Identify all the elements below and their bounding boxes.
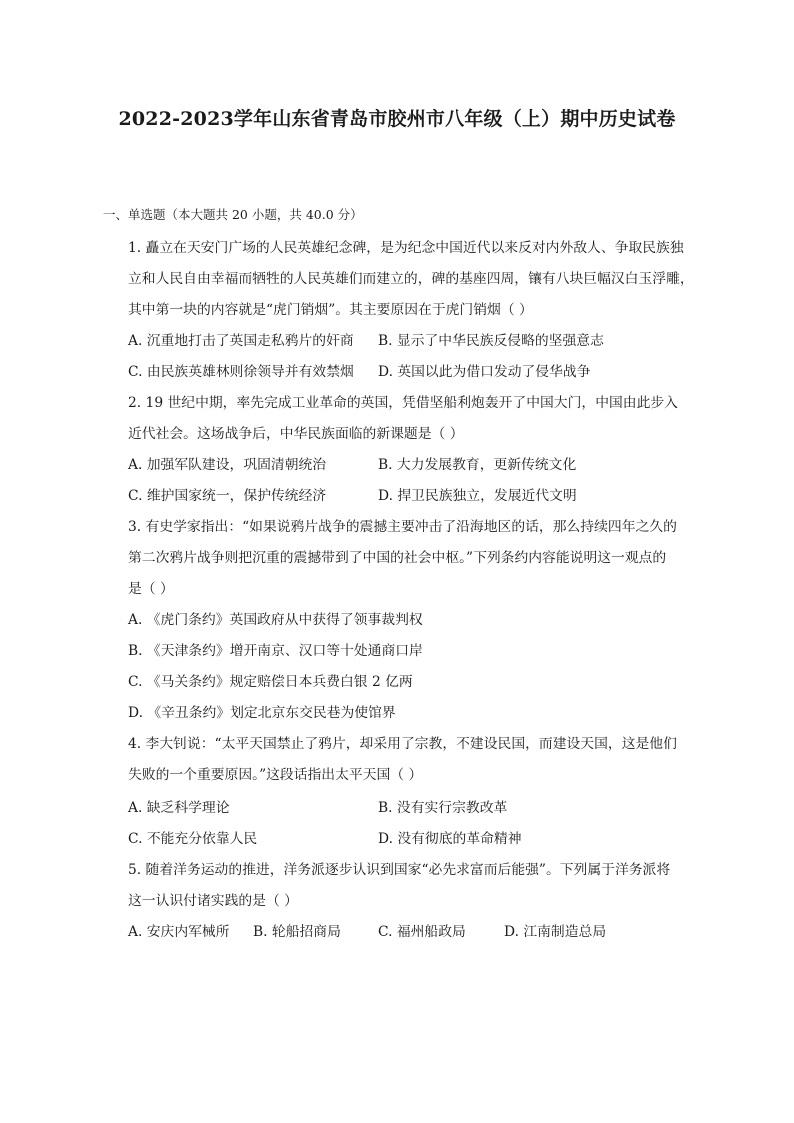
option-d: D. 捍卫民族独立，发展近代文明 [378, 488, 577, 504]
option-b: B. 《天津条约》增开南京、汉口等十处通商口岸 [128, 643, 423, 659]
option-d: D. 没有彻底的革命精神 [378, 831, 522, 847]
question-text-line: 失败的一个重要原因。”这段话指出太平天国（ ） [128, 767, 423, 783]
option-c: C. 维护国家统一，保护传统经济 [128, 488, 327, 504]
question-text-line: 近代社会。这场战争后，中华民族面临的新课题是（ ） [128, 426, 464, 442]
option-b: B. 轮船招商局 [253, 924, 341, 940]
question-text-line: 1. 矗立在天安门广场的人民英雄纪念碑，是为纪念中国近代以来反对内外敌人、争取民族独 [128, 240, 684, 256]
question-text-line: 4. 李大钊说：“太平天国禁止了鸦片，却采用了宗教，不建设民国，而建设天国，这是他们 [128, 736, 677, 752]
option-a: A. 沉重地打击了英国走私鸦片的奸商 [128, 333, 354, 349]
option-c: C. 不能充分依靠人民 [128, 831, 258, 847]
option-a: A. 《虎门条约》英国政府从中获得了领事裁判权 [128, 612, 423, 628]
page-title: 2022-2023学年山东省青岛市胶州市八年级（上）期中历史试卷 [118, 108, 676, 130]
option-d: D. 《辛丑条约》划定北京东交民巷为使馆界 [128, 705, 396, 721]
question-text-line: 第二次鸦片战争则把沉重的震撼带到了中国的社会中枢。”下列条约内容能说明这一观点的 [128, 550, 667, 566]
question-text-line: 2. 19 世纪中期，率先完成工业革命的英国，凭借坚船利炮轰开了中国大门，中国由此步入 [128, 395, 678, 411]
option-a: A. 缺乏科学理论 [128, 800, 230, 816]
question-text-line: 这一认识付诸实践的是（ ） [128, 893, 298, 909]
question-text-line: 3. 有史学家指出：“如果说鸦片战争的震撼主要冲击了沿海地区的话，那么持续四年之久的 [128, 519, 677, 535]
option-a: A. 加强军队建设，巩固清朝统治 [128, 457, 327, 473]
option-d: D. 英国以此为借口发动了侵华战争 [378, 364, 591, 380]
option-c: C. 福州船政局 [378, 924, 466, 940]
option-b: B. 大力发展教育，更新传统文化 [378, 457, 577, 473]
section-heading: 一、单选题（本大题共 20 小题，共 40.0 分） [103, 207, 363, 222]
option-a: A. 安庆内军械所 [128, 924, 230, 940]
option-d: D. 江南制造总局 [504, 924, 607, 940]
question-text-line: 其中第一块的内容就是“虎门销烟”。其主要原因在于虎门销烟（ ） [128, 302, 533, 318]
option-b: B. 显示了中华民族反侵略的坚强意志 [378, 333, 604, 349]
option-b: B. 没有实行宗教改革 [378, 800, 508, 816]
question-text-line: 立和人民自由幸福而牺牲的人民英雄们而建立的，碑的基座四周，镶有八块巨幅汉白玉浮雕， [128, 271, 694, 287]
question-text-line: 是（ ） [128, 581, 174, 597]
question-text-line: 5. 随着洋务运动的推进，洋务派逐步认识到国家“必先求富而后能强”。下列属于洋务派将 [128, 862, 671, 878]
option-c: C. 《马关条约》规定赔偿日本兵费白银 2 亿两 [128, 674, 413, 690]
option-c: C. 由民族英雄林则徐领导并有效禁烟 [128, 364, 354, 380]
